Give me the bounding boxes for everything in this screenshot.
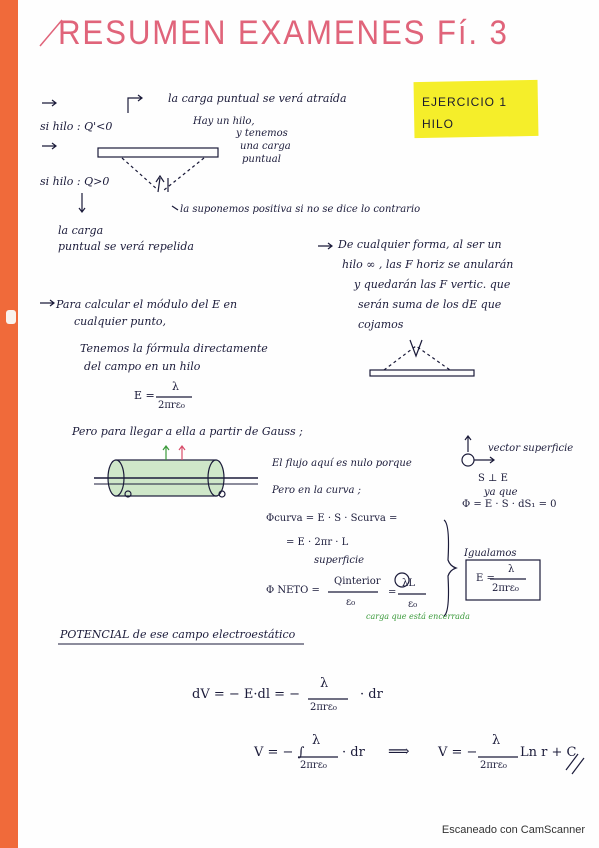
page-title: RESUMEN EXAMENES Fí. 3 (58, 14, 509, 52)
note-anyway-5: cojamos (358, 318, 404, 331)
phi-neto-lhs: Φ NETO = (266, 585, 320, 596)
note-repelled-2: puntual se verá repelida (58, 240, 194, 253)
q-interior: Qinterior (334, 576, 381, 587)
binder-hole (6, 310, 16, 324)
implies-arrow: ⟹ (388, 742, 410, 760)
eps0-1: ε₀ (346, 597, 356, 608)
eps0-2: ε₀ (408, 599, 418, 610)
v-integral-tail: · dr (342, 745, 365, 760)
binder-strip (0, 0, 18, 848)
phi-curve-formula: Φcurva = E · S · Scurva = (266, 513, 398, 524)
phi-curve-formula-2: = E · 2πr · L (286, 537, 349, 548)
note-gauss-intro: Pero para llegar a ella a partir de Gauss ; (72, 425, 303, 438)
note-wire-3: una carga (240, 141, 291, 152)
hand-drawings (18, 0, 599, 848)
superficie-note: superficie (314, 555, 365, 566)
dv-tail: · dr (360, 687, 383, 702)
v-result-den: 2πrε₀ (480, 760, 507, 771)
equals-sign: = (388, 587, 397, 598)
exercise-label: EJERCICIO 1 (422, 95, 508, 109)
e-field-num: λ (172, 380, 179, 393)
note-formula-2: del campo en un hilo (84, 360, 201, 373)
potential-heading: POTENCIAL de ese campo electroestático (60, 628, 296, 641)
v-result-lhs: V = − (438, 745, 478, 760)
note-module-2: cualquier punto, (74, 315, 166, 328)
v-result-tail: Ln r + C (520, 745, 577, 760)
v-integral-lhs: V = − ∫ (254, 745, 305, 760)
perp-since: ya que (484, 487, 518, 498)
perp-label: S ⊥ E (478, 473, 508, 484)
equal-lhs: E = (476, 573, 495, 584)
e-field-lhs: E = (134, 389, 155, 402)
dv-formula: dV = − E·dl = − (192, 687, 301, 702)
exercise-topic: HILO (422, 117, 455, 131)
lambda-L: λL (402, 578, 415, 589)
v-integral-den: 2πrε₀ (300, 760, 327, 771)
v-integral-num: λ (312, 733, 321, 748)
scanner-watermark: Escaneado con CamScanner (441, 824, 585, 836)
perp-flux: Φ = E · S · dS₁ = 0 (462, 499, 557, 510)
note-anyway-2: hilo ∞ , las F horiz se anularán (342, 258, 514, 271)
note-assume-positive: la suponemos positiva si no se dice lo contrario (180, 204, 421, 215)
note-if-positive: si hilo : Q>0 (40, 175, 110, 188)
notebook-page (18, 0, 599, 848)
note-wire-2: y tenemos (236, 128, 288, 139)
note-wire-1: Hay un hilo, (193, 116, 255, 127)
note-anyway-1: De cualquier forma, al ser un (338, 238, 502, 251)
q-interior-note: carga que está encerrada (366, 612, 470, 621)
equal-label: Igualamos (464, 548, 517, 559)
note-module-1: Para calcular el módulo del E en (56, 298, 238, 311)
note-but-curve: Pero en la curva ; (272, 485, 362, 496)
note-repelled-1: la carga (58, 224, 104, 237)
equal-den: 2πrε₀ (492, 583, 519, 594)
equal-num: λ (508, 564, 515, 575)
vector-label: vector superficie (488, 443, 574, 454)
note-formula-1: Tenemos la fórmula directamente (80, 342, 268, 355)
note-flux-null: El flujo aquí es nulo porque (272, 458, 412, 469)
note-attracted: la carga puntual se verá atraída (168, 92, 347, 105)
dv-den: 2πrε₀ (310, 702, 337, 713)
dv-num: λ (320, 676, 329, 691)
e-field-den: 2πrε₀ (158, 400, 185, 411)
note-anyway-3: y quedarán las F vertic. que (354, 278, 511, 291)
note-if-negative: si hilo : Q'<0 (40, 120, 113, 133)
note-wire-4: puntual (242, 154, 281, 165)
v-result-num: λ (492, 733, 501, 748)
note-anyway-4: serán suma de los dE que (358, 298, 502, 311)
